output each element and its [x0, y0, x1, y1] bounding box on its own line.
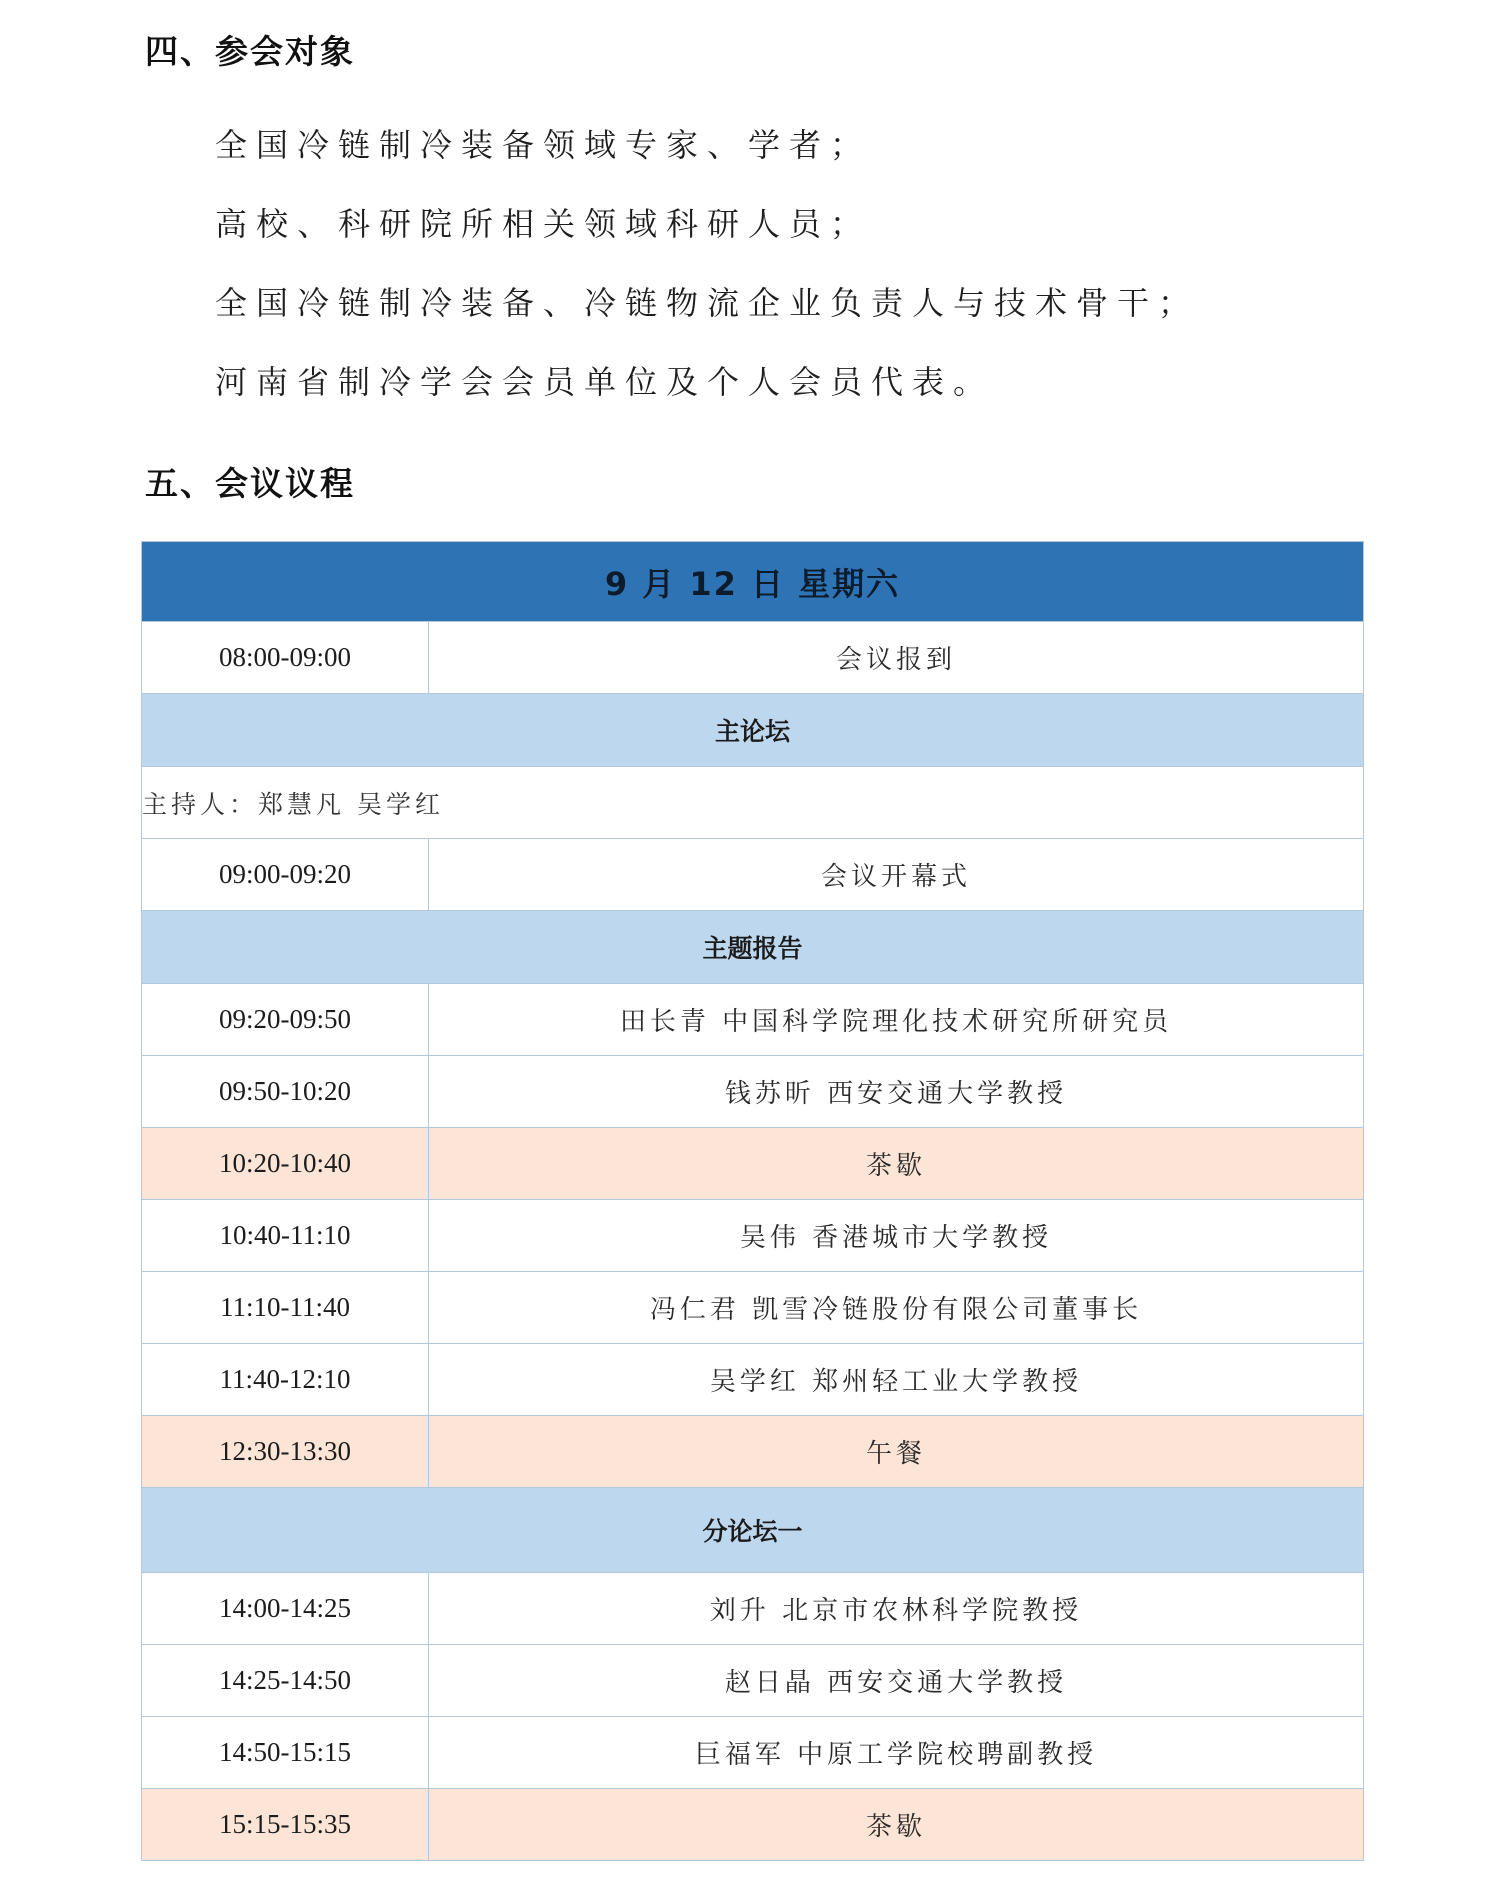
time-cell: 10:20-10:40	[142, 1128, 429, 1200]
time-cell: 11:10-11:40	[142, 1272, 429, 1344]
content-cell: 刘升 北京市农林科学院教授	[429, 1573, 1364, 1645]
time-cell: 14:50-15:15	[142, 1717, 429, 1789]
attendee-item: 河南省制冷学会会员单位及个人会员代表。	[215, 363, 995, 401]
agenda-row	[142, 1717, 1364, 1789]
section-heading-attendees: 四、参会对象	[145, 32, 355, 71]
break-row	[142, 1128, 1364, 1200]
content-cell: 吴伟 香港城市大学教授	[429, 1200, 1364, 1272]
agenda-row	[142, 1200, 1364, 1272]
time-cell: 15:15-15:35	[142, 1789, 429, 1861]
section-row	[142, 911, 1364, 984]
break-row	[142, 1789, 1364, 1861]
agenda-body	[142, 542, 1364, 1861]
time-cell: 09:50-10:20	[142, 1056, 429, 1128]
date-header: 9 月 12 日 星期六	[142, 542, 1364, 622]
agenda-row	[142, 1573, 1364, 1645]
time-cell: 08:00-09:00	[142, 622, 429, 694]
content-cell: 巨福军 中原工学院校聘副教授	[429, 1717, 1364, 1789]
time-cell: 11:40-12:10	[142, 1344, 429, 1416]
time-cell: 10:40-11:10	[142, 1200, 429, 1272]
content-cell: 午餐	[429, 1416, 1364, 1488]
agenda-row	[142, 1344, 1364, 1416]
time-cell: 14:25-14:50	[142, 1645, 429, 1717]
host-text: 主持人：郑慧凡 吴学红	[142, 767, 1364, 839]
content-cell: 茶歇	[429, 1789, 1364, 1861]
content-cell: 田长青 中国科学院理化技术研究所研究员	[429, 984, 1364, 1056]
break-row	[142, 1416, 1364, 1488]
section-title: 分论坛一	[142, 1488, 1364, 1573]
date-header-row	[142, 542, 1364, 622]
section-title: 主题报告	[142, 911, 1364, 984]
content-cell: 茶歇	[429, 1128, 1364, 1200]
content-cell: 会议报到	[429, 622, 1364, 694]
attendee-item: 全国冷链制冷装备领域专家、学者；	[215, 126, 872, 164]
agenda-row	[142, 622, 1364, 694]
section-row	[142, 694, 1364, 767]
time-cell: 14:00-14:25	[142, 1573, 429, 1645]
attendees-list	[215, 120, 1199, 436]
agenda-table	[141, 541, 1364, 1861]
time-cell: 12:30-13:30	[142, 1416, 429, 1488]
attendee-item: 全国冷链制冷装备、冷链物流企业负责人与技术骨干；	[215, 284, 1200, 322]
time-cell: 09:20-09:50	[142, 984, 429, 1056]
section-heading-agenda: 五、会议议程	[145, 464, 355, 503]
section-row	[142, 1488, 1364, 1573]
agenda-row	[142, 984, 1364, 1056]
content-cell: 会议开幕式	[429, 839, 1364, 911]
host-row	[142, 767, 1364, 839]
agenda-row	[142, 1056, 1364, 1128]
attendee-item: 高校、科研院所相关领域科研人员；	[215, 205, 872, 243]
section-title: 主论坛	[142, 694, 1364, 767]
content-cell: 冯仁君 凯雪冷链股份有限公司董事长	[429, 1272, 1364, 1344]
agenda-row	[142, 1272, 1364, 1344]
agenda-row	[142, 1645, 1364, 1717]
time-cell: 09:00-09:20	[142, 839, 429, 911]
content-cell: 吴学红 郑州轻工业大学教授	[429, 1344, 1364, 1416]
content-cell: 钱苏昕 西安交通大学教授	[429, 1056, 1364, 1128]
agenda-row	[142, 839, 1364, 911]
content-cell: 赵日晶 西安交通大学教授	[429, 1645, 1364, 1717]
